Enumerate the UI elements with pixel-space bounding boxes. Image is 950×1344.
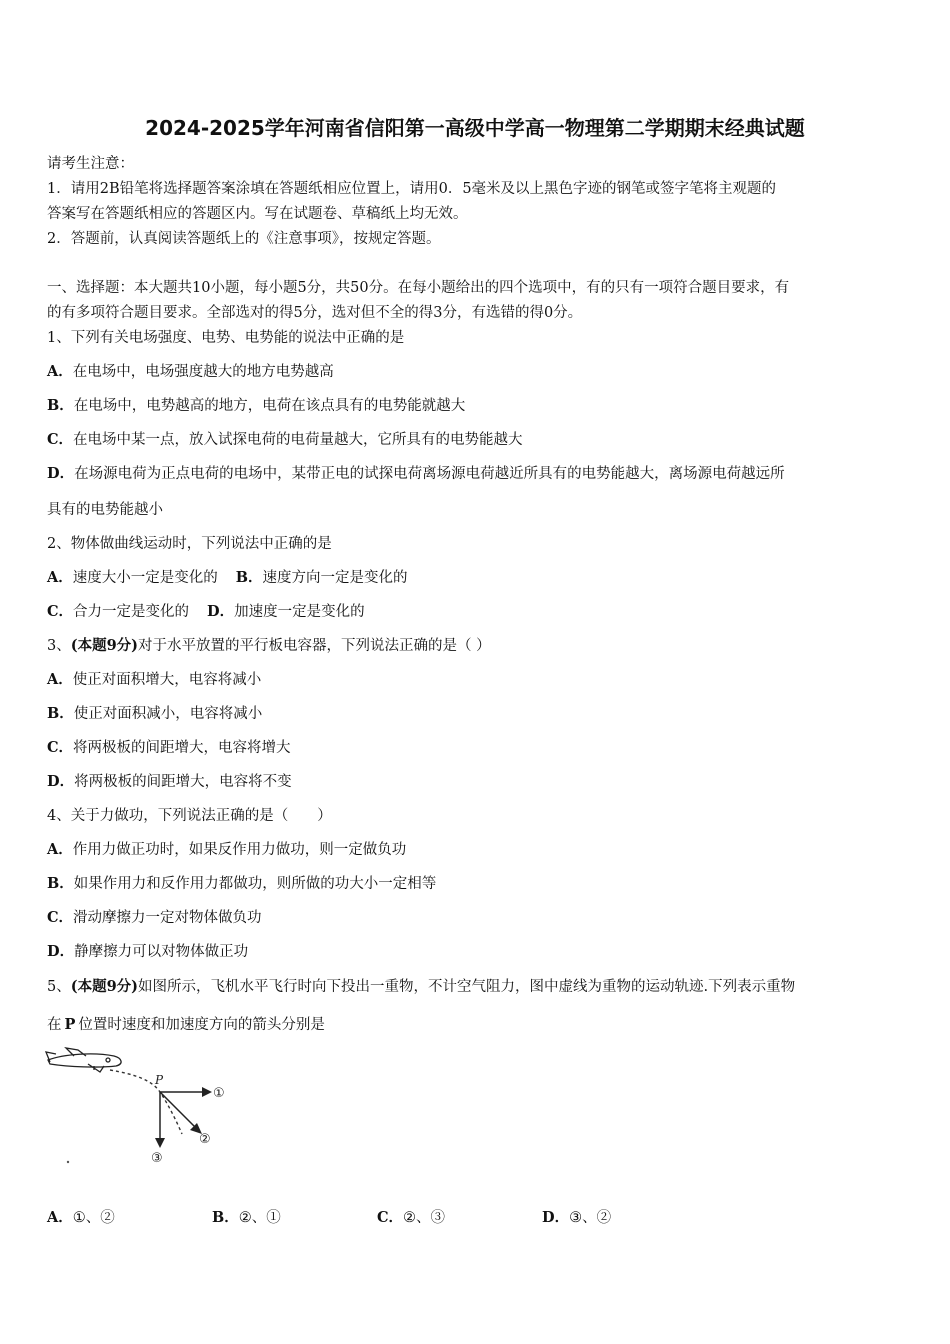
question-1-stem: 1、下列有关电场强度、电势、电势能的说法中正确的是 (47, 330, 405, 346)
option-text: 使正对面积减小，电容将减小 (73, 706, 263, 722)
option-label: B． (47, 875, 74, 892)
arrow-3-label: ③ (151, 1151, 163, 1166)
question-2-stem: 2、物体做曲线运动时，下列说法中正确的是 (47, 536, 332, 552)
option-text: 在电场中，电势越高的地方，电荷在该点具有的电势能就越大 (73, 398, 466, 414)
option-text: 静摩擦力可以对物体做正功 (74, 944, 249, 960)
question-text: 如图所示，飞机水平飞行时向下投出一重物，不计空气阻力，图中虚线为重物的运动轨迹.下列表示重物 (138, 979, 796, 995)
option-text: 将两极板的间距增大，电容将增大 (73, 740, 291, 756)
trajectory-curve (110, 1070, 182, 1134)
arrow-2 (160, 1092, 202, 1134)
speck (67, 1161, 69, 1163)
question-5-option-b (212, 1206, 281, 1227)
question-3-option-b (47, 702, 262, 723)
option-text: 作用力做正功时，如果反作用力做功，则一定做负功 (72, 842, 407, 858)
airplane-icon (46, 1048, 121, 1072)
option-text: 在电场中，电场强度越大的地方电势越高 (72, 364, 334, 380)
option-text: 滑动摩擦力一定对物体做负功 (73, 910, 262, 926)
question-3-stem (47, 634, 491, 655)
option-text: 在场源电荷为正点电荷的电场中，某带正电的试探电荷离场源电荷越近所具有的电势能越大，离场源电荷越远所 (74, 466, 785, 482)
option-text: ②、① (238, 1210, 281, 1226)
arrow-1-label: ① (213, 1086, 225, 1101)
question-score: (本题9分) (70, 978, 139, 995)
arrow-1 (160, 1087, 212, 1097)
option-text: ②、③ (403, 1210, 446, 1226)
question-1-option-d (47, 462, 785, 483)
point-label: P (155, 1073, 164, 1087)
option-label: A． (47, 363, 73, 380)
option-label: B． (235, 569, 263, 586)
question-2-options-ab (47, 566, 408, 587)
question-3-option-c (47, 736, 291, 757)
option-label: C． (47, 909, 74, 926)
question-3-option-d (47, 770, 292, 791)
question-4-option-d (47, 940, 248, 961)
option-label: A． (47, 569, 73, 586)
option-label: A． (47, 841, 73, 858)
question-4-option-c (47, 906, 262, 927)
notice-item-1-line-2: 答案写在答题纸相应的答题区内。写在试题卷、草稿纸上均无效。 (47, 206, 468, 222)
question-5-option-d (542, 1206, 611, 1227)
question-5-stem (47, 975, 795, 996)
arrow-2-label: ② (199, 1132, 211, 1147)
option-text: 合力一定是变化的 (73, 604, 190, 620)
notice-heading: 请考生注意： (47, 156, 134, 172)
option-label: A． (47, 1209, 73, 1226)
question-2-options-cd (47, 600, 365, 621)
question-1-option-b (47, 394, 465, 415)
point-p-label: P (64, 1016, 76, 1033)
option-text: 速度大小一定是变化的 (72, 570, 218, 586)
option-label: D． (47, 943, 75, 960)
question-3-option-a (47, 668, 261, 689)
option-text: 在电场中某一点，放入试探电荷的电荷量越大，它所具有的电势能越大 (73, 432, 523, 448)
arrow-3 (155, 1092, 165, 1148)
question-score: (本题9分) (70, 637, 139, 654)
question-number: 3、 (47, 638, 71, 654)
question-5-stem-continued (47, 1013, 325, 1034)
question-text: 在 (47, 1017, 62, 1033)
option-label: D． (47, 465, 75, 482)
question-text: 位置时速度和加速度方向的箭头分别是 (78, 1017, 325, 1033)
option-text: ③、② (569, 1210, 612, 1226)
option-label: D． (47, 773, 75, 790)
page-title: 2024-2025学年河南省信阳第一高级中学高一物理第二学期期末经典试题 (145, 116, 805, 140)
option-label: C． (47, 603, 74, 620)
option-label: B． (212, 1209, 239, 1226)
question-5-option-c (377, 1206, 445, 1227)
option-label: D． (207, 603, 235, 620)
option-label: B． (47, 705, 74, 722)
question-1-option-a (47, 360, 334, 381)
question-1-option-d-continued: 具有的电势能越小 (47, 502, 163, 518)
option-label: D． (542, 1209, 570, 1226)
notice-item-2: 2．答题前，认真阅读答题纸上的《注意事项》，按规定答题。 (47, 231, 441, 247)
question-number: 5、 (47, 979, 71, 995)
option-label: C． (47, 739, 74, 756)
section-instructions-line-2: 的有多项符合题目要求。全部选对的得5分，选对但不全的得3分，有选错的得0分。 (47, 305, 583, 321)
notice-item-1-line-1: 1．请用2B铅笔将选择题答案涂填在答题纸相应位置上，请用0．5毫米及以上黑色字迹的钢笔或签字笔将主观题的 (47, 181, 777, 197)
option-label: C． (377, 1209, 404, 1226)
question-4-option-a (47, 838, 406, 859)
option-text: 将两极板的间距增大，电容将不变 (74, 774, 292, 790)
question-5-option-a (47, 1206, 115, 1227)
option-label: C． (47, 431, 74, 448)
question-4-stem: 4、关于力做功，下列说法正确的是（ ） (47, 808, 332, 824)
option-text: 如果作用力和反作用力都做功，则所做的功大小一定相等 (73, 876, 437, 892)
section-instructions-line-1: 一、选择题：本大题共10小题，每小题5分，共50分。在每小题给出的四个选项中，有的只有一项符合题目要求，有 (47, 280, 790, 296)
question-1-option-c (47, 428, 523, 449)
option-text: ①、② (72, 1210, 115, 1226)
option-label: B． (47, 397, 74, 414)
question-text: 对于水平放置的平行板电容器，下列说法正确的是（ ） (138, 638, 491, 654)
option-text: 加速度一定是变化的 (234, 604, 365, 620)
option-label: A． (47, 671, 73, 688)
option-text: 速度方向一定是变化的 (262, 570, 408, 586)
option-text: 使正对面积增大，电容将减小 (72, 672, 262, 688)
airplane-trajectory-figure (44, 1040, 244, 1170)
question-4-option-b (47, 872, 436, 893)
